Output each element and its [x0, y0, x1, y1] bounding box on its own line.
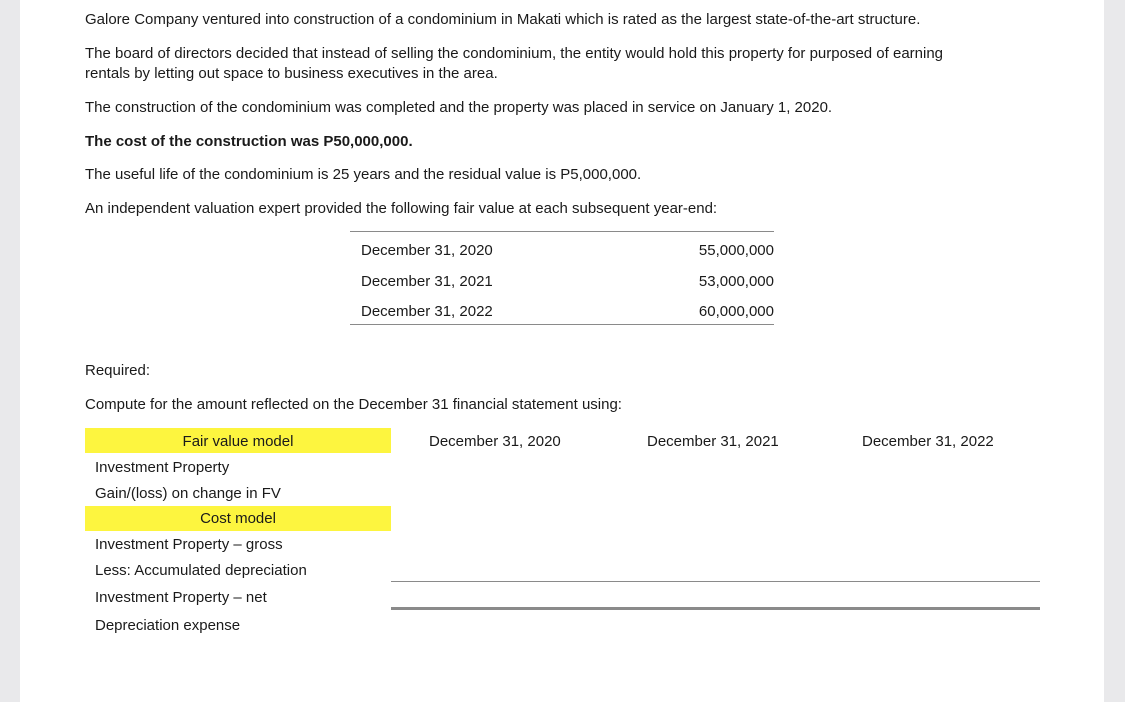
paragraph-board-line1: The board of directors decided that instead of selling the condominium, the entity would hold this property for purposed of earning	[85, 45, 944, 62]
table-top-border	[350, 231, 774, 232]
fv-date-2020: December 31, 2020	[361, 242, 493, 259]
total-double-line	[391, 607, 1040, 610]
required-instruction: Compute for the amount reflected on the December 31 financial statement using:	[85, 396, 622, 413]
paragraph-cost: The cost of the construction was P50,000,000.	[85, 133, 413, 150]
row-gain-loss-fv: Gain/(loss) on change in FV	[95, 485, 281, 502]
required-label: Required:	[85, 362, 151, 379]
fv-value-2022: 60,000,000	[698, 303, 774, 320]
paragraph-board-line2: rentals by letting out space to business executives in the area.	[85, 65, 498, 82]
fv-date-2022: December 31, 2022	[361, 303, 493, 320]
paragraph-valuation: An independent valuation expert provided the following fair value at each subsequent year-end:	[85, 200, 718, 217]
row-investment-property: Investment Property	[95, 459, 230, 476]
column-header-2020: December 31, 2020	[429, 433, 561, 450]
column-header-2021: December 31, 2021	[647, 433, 779, 450]
fair-value-model-heading: Fair value model	[182, 433, 294, 450]
row-investment-property-gross: Investment Property – gross	[95, 536, 283, 553]
paragraph-intro: Galore Company ventured into construction of a condominium in Makati which is rated as the largest state-of-the-art structure.	[85, 11, 921, 28]
fv-date-2021: December 31, 2021	[361, 273, 493, 290]
row-accumulated-depreciation: Less: Accumulated depreciation	[95, 562, 307, 579]
subtotal-line	[391, 581, 1040, 582]
row-depreciation-expense: Depreciation expense	[95, 617, 241, 634]
document-page	[20, 0, 1104, 702]
paragraph-completion: The construction of the condominium was completed and the property was placed in service on January 1, 2020.	[85, 99, 833, 116]
fv-value-2021: 53,000,000	[698, 273, 774, 290]
row-investment-property-net: Investment Property – net	[95, 589, 267, 606]
fv-value-2020: 55,000,000	[698, 242, 774, 259]
table-bottom-border	[350, 324, 774, 325]
paragraph-useful-life: The useful life of the condominium is 25 years and the residual value is P5,000,000.	[85, 166, 642, 183]
cost-model-heading: Cost model	[200, 510, 276, 527]
column-header-2022: December 31, 2022	[862, 433, 994, 450]
